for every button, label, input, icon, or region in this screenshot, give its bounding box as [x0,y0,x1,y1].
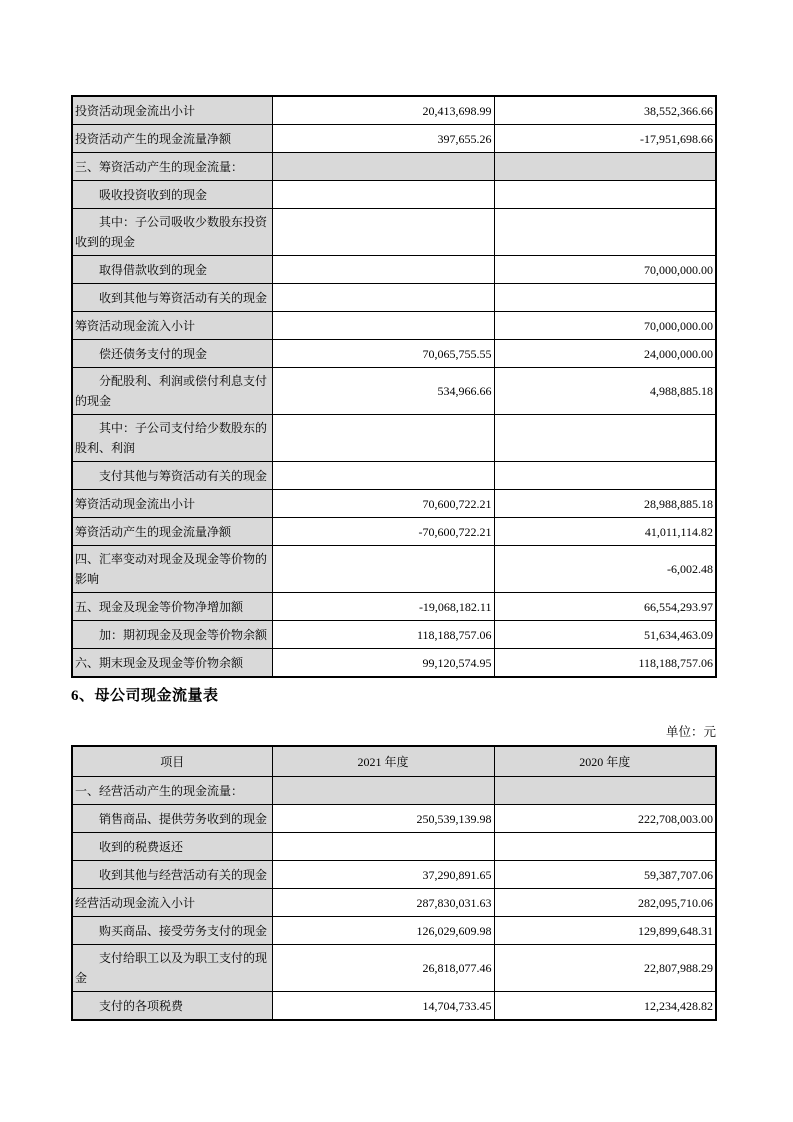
section-row [72,777,716,805]
value-2020-cell [494,833,716,861]
value-2020-cell [494,284,716,312]
value-2020-cell: -17,951,698.66 [494,125,716,153]
consolidated-cash-flow-table-continued [71,95,717,678]
table-row [72,256,716,284]
value-2020-cell: 4,988,885.18 [494,368,716,415]
value-2021-cell [272,777,494,805]
item-cell: 支付的各项税费 [72,992,272,1021]
item-cell: 筹资活动产生的现金流量净额 [72,518,272,546]
table-row [72,415,716,462]
table-row [72,992,716,1021]
value-2021-cell [272,833,494,861]
value-2020-cell [494,181,716,209]
value-2021-cell [272,284,494,312]
value-2021-cell [272,546,494,593]
table-row [72,593,716,621]
item-cell: 筹资活动现金流入小计 [72,312,272,340]
value-2020-cell [494,777,716,805]
value-2020-cell [494,415,716,462]
table-row [72,368,716,415]
parent-company-cash-flow-table [71,745,717,1021]
item-cell: 支付给职工以及为职工支付的现金 [72,945,272,992]
value-2020-cell: 222,708,003.00 [494,805,716,833]
value-2020-cell: 118,188,757.06 [494,649,716,678]
table-row [72,181,716,209]
value-2020-cell [494,209,716,256]
table-row [72,621,716,649]
item-cell: 偿还债务支付的现金 [72,340,272,368]
value-2021-cell [272,256,494,284]
value-2020-cell: 22,807,988.29 [494,945,716,992]
header-row [72,746,716,777]
value-2021-cell: 20,413,698.99 [272,96,494,125]
value-2021-cell: 37,290,891.65 [272,861,494,889]
item-cell: 购买商品、接受劳务支付的现金 [72,917,272,945]
table-row [72,889,716,917]
value-2020-cell: 41,011,114.82 [494,518,716,546]
value-2021-cell: 534,966.66 [272,368,494,415]
section-heading: 6、母公司现金流量表 [71,688,219,704]
value-2020-cell [494,153,716,181]
value-2021-cell: 99,120,574.95 [272,649,494,678]
value-2020-cell: 24,000,000.00 [494,340,716,368]
item-cell: 分配股利、利润或偿付利息支付的现金 [72,368,272,415]
table-row [72,833,716,861]
value-2021-cell: 70,065,755.55 [272,340,494,368]
item-cell: 收到其他与经营活动有关的现金 [72,861,272,889]
value-2021-cell [272,209,494,256]
table-row [72,125,716,153]
item-cell: 一、经营活动产生的现金流量： [72,777,272,805]
table-row [72,96,716,125]
value-2020-cell: 51,634,463.09 [494,621,716,649]
value-2020-cell: 38,552,366.66 [494,96,716,125]
item-cell: 收到其他与筹资活动有关的现金 [72,284,272,312]
item-cell: 筹资活动现金流出小计 [72,490,272,518]
table-row [72,945,716,992]
value-2020-cell: 129,899,648.31 [494,917,716,945]
value-2021-cell [272,462,494,490]
value-2021-cell: 397,655.26 [272,125,494,153]
value-2021-cell: -70,600,722.21 [272,518,494,546]
item-cell: 加：期初现金及现金等价物余额 [72,621,272,649]
value-2020-cell [494,462,716,490]
value-2021-cell: -19,068,182.11 [272,593,494,621]
value-2020-cell: 59,387,707.06 [494,861,716,889]
value-2021-cell: 14,704,733.45 [272,992,494,1021]
header-2021: 2021 年度 [272,746,494,777]
value-2021-cell [272,153,494,181]
item-cell: 四、汇率变动对现金及现金等价物的影响 [72,546,272,593]
unit-label: 单位：元 [665,725,716,739]
value-2020-cell: -6,002.48 [494,546,716,593]
item-cell: 取得借款收到的现金 [72,256,272,284]
item-cell: 经营活动现金流入小计 [72,889,272,917]
value-2020-cell: 66,554,293.97 [494,593,716,621]
value-2021-cell: 26,818,077.46 [272,945,494,992]
value-2021-cell: 250,539,139.98 [272,805,494,833]
item-cell: 投资活动产生的现金流量净额 [72,125,272,153]
value-2020-cell: 70,000,000.00 [494,312,716,340]
value-2021-cell [272,415,494,462]
table-row [72,917,716,945]
table-row [72,490,716,518]
value-2020-cell: 282,095,710.06 [494,889,716,917]
table-row [72,649,716,678]
value-2021-cell: 287,830,031.63 [272,889,494,917]
item-cell: 投资活动现金流出小计 [72,96,272,125]
table-row [72,861,716,889]
table-row [72,209,716,256]
item-cell: 吸收投资收到的现金 [72,181,272,209]
value-2021-cell: 126,029,609.98 [272,917,494,945]
value-2020-cell: 70,000,000.00 [494,256,716,284]
table-row [72,518,716,546]
table-row [72,284,716,312]
section-row [72,153,716,181]
item-cell: 收到的税费返还 [72,833,272,861]
table-row [72,462,716,490]
value-2021-cell: 70,600,722.21 [272,490,494,518]
item-cell: 五、现金及现金等价物净增加额 [72,593,272,621]
table-row [72,546,716,593]
value-2021-cell [272,312,494,340]
item-cell: 六、期末现金及现金等价物余额 [72,649,272,678]
table-row [72,340,716,368]
item-cell: 三、筹资活动产生的现金流量： [72,153,272,181]
table-row [72,312,716,340]
value-2021-cell: 118,188,757.06 [272,621,494,649]
cash-flow-table-1 [71,95,717,678]
value-2020-cell: 12,234,428.82 [494,992,716,1021]
cash-flow-table-2 [71,745,717,1021]
item-cell: 其中：子公司支付给少数股东的股利、利润 [72,415,272,462]
header-item: 项目 [72,746,272,777]
value-2020-cell: 28,988,885.18 [494,490,716,518]
header-2020: 2020 年度 [494,746,716,777]
value-2021-cell [272,181,494,209]
item-cell: 销售商品、提供劳务收到的现金 [72,805,272,833]
item-cell: 其中：子公司吸收少数股东投资收到的现金 [72,209,272,256]
item-cell: 支付其他与筹资活动有关的现金 [72,462,272,490]
table-row [72,805,716,833]
